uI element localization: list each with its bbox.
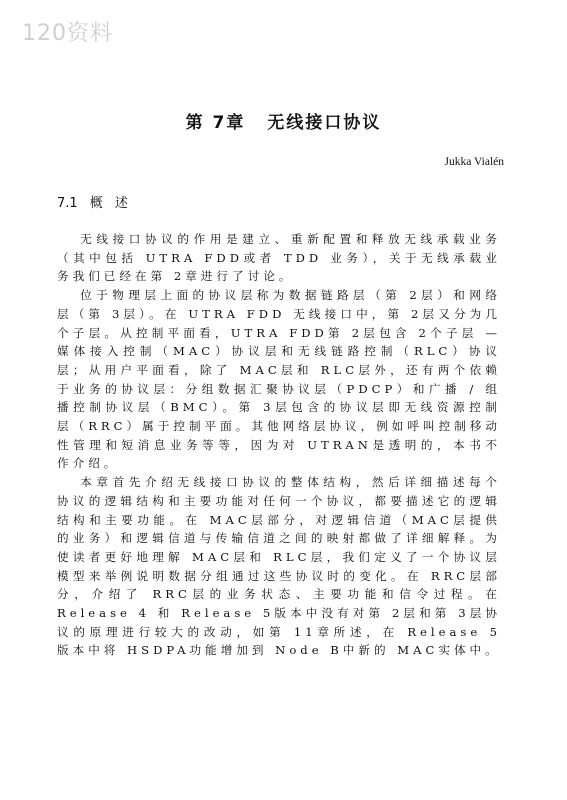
- section-number: 7.1: [57, 196, 78, 211]
- paragraph: 本章首先介绍无线接口协议的整体结构，然后详细描述每个协议的逻辑结构和主要功能对任何一个协议，都要描述它的逻辑结构和主要功能。在 MAC层部分，对逻辑信道（MAC层提供的业务）和逻辑信道与传输信道之间的映射都做了详细解释。为使读者更好地理解 MAC层和 RLC层，我们定义了一个协议层模型来举例说明数据分组通过这些协议时的变化。在 RRC层部分，介绍了 RRC层的业务状态、主要功能和信令过程。在 Release 4 和 Release 5版本中没有对第 2层和第 3层协议的原理进行较大的改动，如第 11章所述，在 Release 5 版本中将 HSDPA功能增加到 Node B中新的 MAC实体中。: [57, 475, 501, 658]
- body-text: [57, 230, 501, 660]
- watermark-logo: 120资料: [22, 21, 113, 46]
- author-name: Jukka Vialén: [444, 156, 504, 168]
- section-title: 概 述: [89, 196, 132, 211]
- paragraph: 无线接口协议的作用是建立、重新配置和释放无线承载业务（其中包括 UTRA FDD或者 TDD 业务），关于无线承载业务我们已经在第 2章进行了讨论。: [57, 232, 501, 284]
- chapter-name: 无线接口协议: [267, 113, 382, 133]
- paragraph: 位于物理层上面的协议层称为数据链路层（第 2层）和网络层（第 3层）。在 UTRA FDD 无线接口中，第 2层又分为几个子层。从控制平面看，UTRA FDD第 2层包含 2个子层 — 媒体接入控制（MAC）协议层和无线链路控制（RLC）协议层；从用户平面看，除了 MAC层和 RLC层外，还有两个依赖于业务的协议层：分组数据汇聚协议层（PDCP）和广播 / 组播控制协议层（BMC）。第 3层包含的协议层即无线资源控制层（RRC）属于控制平面。其他网络层协议，例如呼叫控制移动性管理和短消息业务等等，因为对 UTRAN是透明的，本书不作介绍。: [57, 288, 501, 471]
- chapter-number: 第 7章: [185, 113, 246, 133]
- section-heading: [57, 192, 132, 211]
- chapter-title: [0, 108, 567, 133]
